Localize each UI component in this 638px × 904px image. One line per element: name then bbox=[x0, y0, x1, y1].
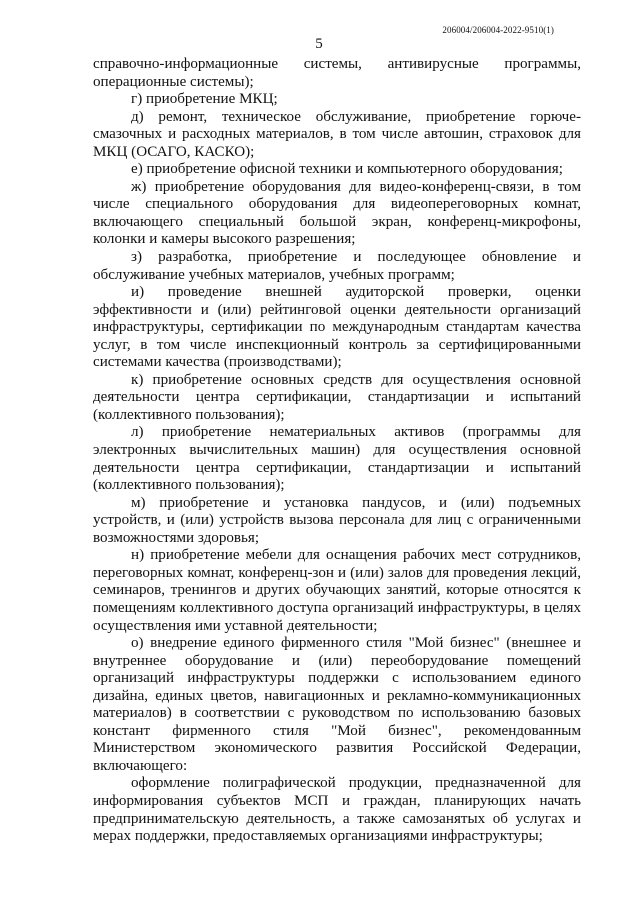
paragraph-item-o: о) внедрение единого фирменного стиля "Мой бизнес" (внешнее и внутреннее оборудование и (или) переоборудование помещений организаций инфраструктуры поддержки с использованием единого дизайна, единых цветов, навигационных и рекламно-коммуникационных материалов) в соответствии с руководством по использованию базовых констант фирменного стиля "Мой бизнес", рекомендованным Министерством экономического развития Российской Федерации, включающего: bbox=[93, 635, 581, 774]
paragraph-item-i: и) проведение внешней аудиторской проверки, оценки эффективности и (или) рейтинговой оценки деятельности организаций инфраструктуры, сертификации по международным стандартам качества услуг, в том числе инспекционный контроль за сертифицированными системами качества (производствами); bbox=[93, 284, 581, 371]
paragraph-item-k: к) приобретение основных средств для осуществления основной деятельности центра сертификации, стандартизации и испытаний (коллективного пользования); bbox=[93, 371, 581, 423]
paragraph-item-d: д) ремонт, техническое обслуживание, приобретение горюче-смазочных и расходных материалов, в том числе автошин, страховок для МКЦ (ОСАГО, КАСКО); bbox=[93, 108, 581, 160]
paragraph-item-g: г) приобретение МКЦ; bbox=[131, 91, 278, 108]
document-body bbox=[93, 56, 581, 846]
paragraph-item-z: з) разработка, приобретение и последующее обновление и обслуживание учебных материалов, учебных программ; bbox=[93, 249, 581, 283]
document-code: 206004/206004-2022-9510(1) bbox=[442, 25, 554, 35]
page-number: 5 bbox=[315, 36, 323, 52]
paragraph-subitem-printing: оформление полиграфической продукции, предназначенной для информирования субъектов МСП и граждан, планирующих начать предпринимательскую деятельность, а также самозанятых об услугах и мерах поддержки, предоставляемых организациями инфраструктуры; bbox=[93, 775, 581, 845]
paragraph-item-m: м) приобретение и установка пандусов, и (или) подъемных устройств, и (или) устройств вызова персонала для лиц с ограниченными возможностями здоровья; bbox=[93, 494, 581, 546]
paragraph-continuation: справочно-информационные системы, антивирусные программы, операционные системы); bbox=[93, 56, 581, 90]
paragraph-item-e: е) приобретение офисной техники и компьютерного оборудования; bbox=[131, 161, 563, 178]
paragraph-item-zh: ж) приобретение оборудования для видео-конференц-связи, в том числе специального оборудования для видеопереговорных комнат, включающего специальный большой экран, конференц-микрофоны, колонки и камеры высокого разрешения; bbox=[93, 178, 581, 248]
paragraph-item-l: л) приобретение нематериальных активов (программы для электронных вычислительных машин) для осуществления основной деятельности центра сертификации, стандартизации и испытаний (коллективного пользования); bbox=[93, 424, 581, 494]
paragraph-item-n: н) приобретение мебели для оснащения рабочих мест сотрудников, переговорных комнат, конференц-зон и (или) залов для проведения лекций, семинаров, тренингов и других обучающих занятий, которые относятся к помещениям коллективного доступа организаций инфраструктуры, в целях осуществления ими уставной деятельности; bbox=[93, 547, 581, 634]
